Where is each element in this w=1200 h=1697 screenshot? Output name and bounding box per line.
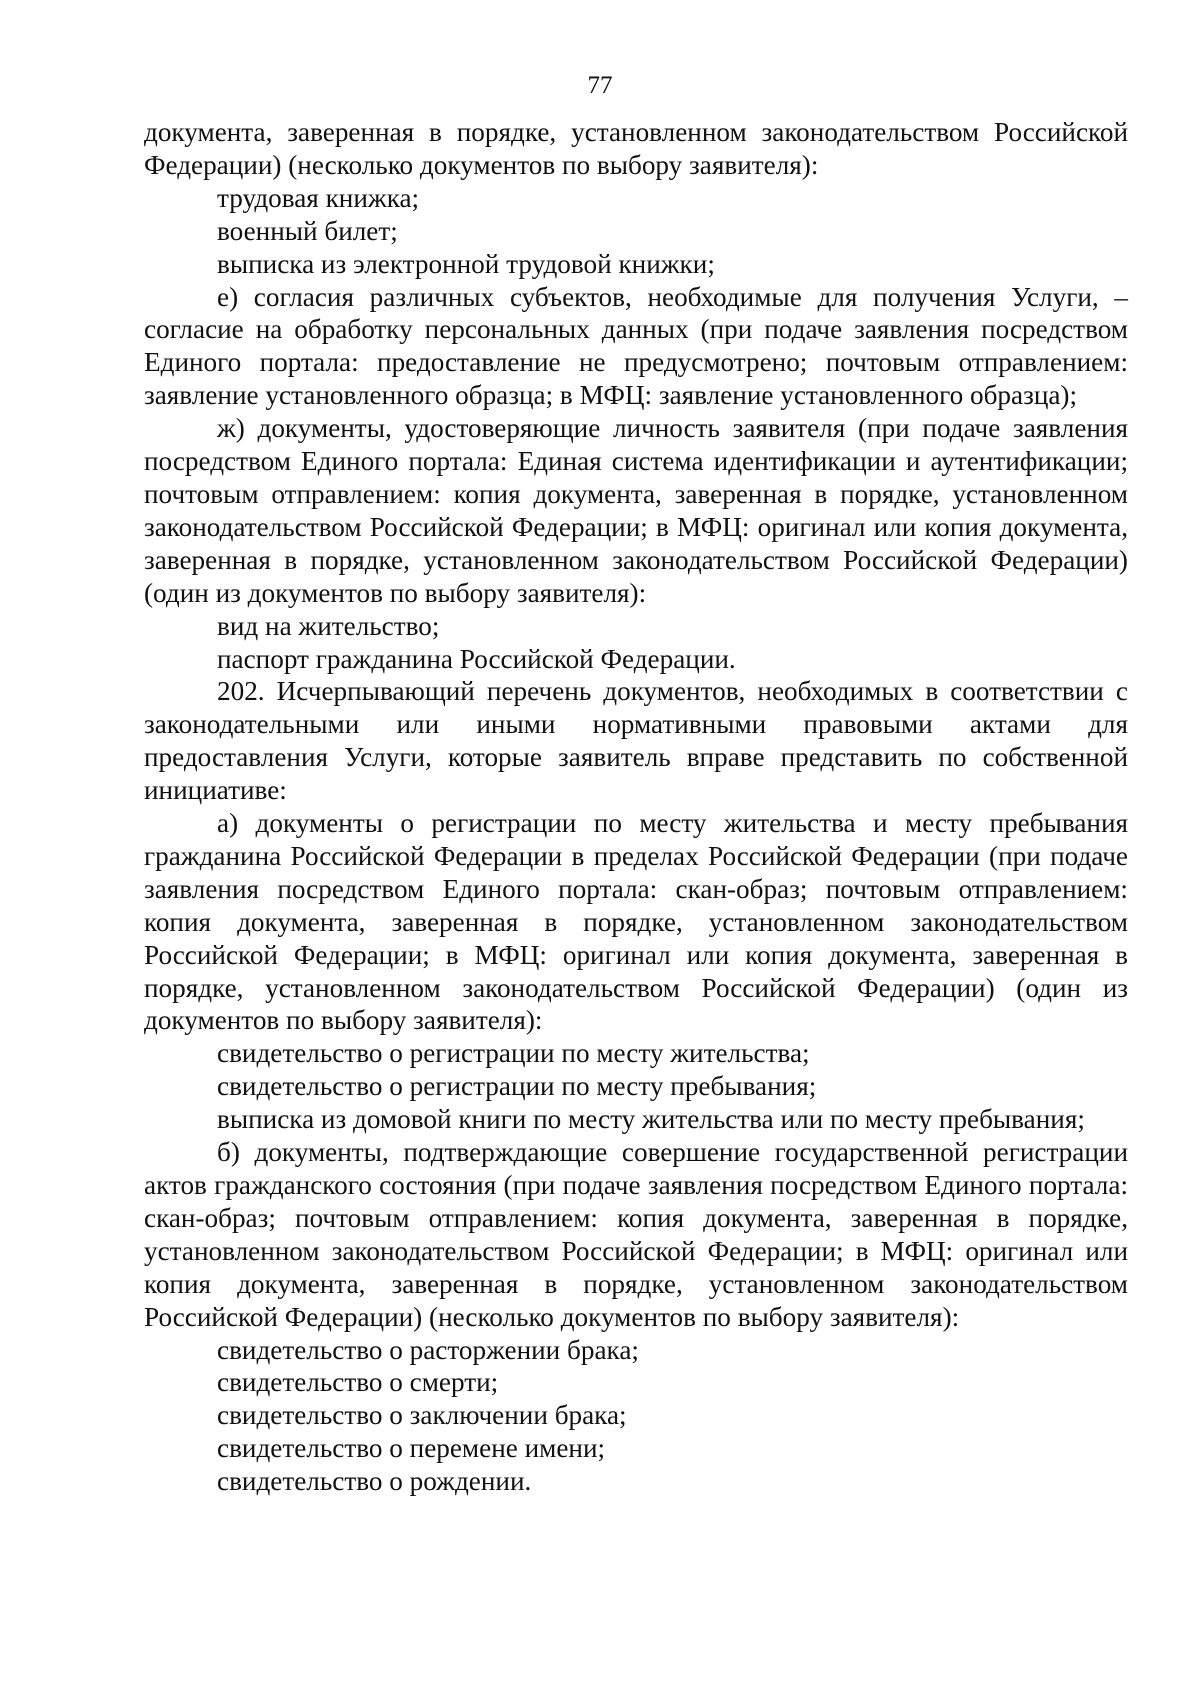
list-item-divorce-certificate: свидетельство о расторжении брака; [217, 1334, 639, 1365]
list-item-electronic-employment-extract: выписка из электронной трудовой книжки; [217, 248, 715, 279]
page-number: 77 [587, 72, 613, 99]
paragraph-registration-documents: а) документы о регистрации по месту жительства и месту пребывания гражданина Российской Федерации в пределах Российской Федерации (при подаче заявления посредством Единого портала: скан-образ; почтовым отправлением: копия документа, заверенная в порядке, установленном законодательством Российской Федерации; в МФЦ: оригинал или копия документа, заверенная в порядке, установленном законодательством Российской Федерации) (один из документов по выбору заявителя): [144, 808, 1128, 1036]
paragraph-identity-documents: ж) документы, удостоверяющие личность заявителя (при подаче заявления посредством Единого портала: Единая система идентификации и аутентификации; почтовым отправлением: копия документа, заверенная в порядке, установленном законодательством Российской Федерации; в МФЦ: оригинал или копия документа, заверенная в порядке, установленном законодательством Российской Федерации) (один из документов по выбору заявителя): [144, 413, 1128, 608]
list-item-military-id: военный билет; [217, 215, 398, 246]
list-item-passport: паспорт гражданина Российской Федерации. [217, 643, 736, 674]
list-item-registration-residence: свидетельство о регистрации по месту жительства; [217, 1038, 810, 1069]
list-item-birth-certificate: свидетельство о рождении. [217, 1466, 532, 1497]
list-item-name-change-certificate: свидетельство о перемене имени; [217, 1433, 606, 1464]
paragraph-consents: е) согласия различных субъектов, необходимые для получения Услуги, – согласие на обработку персональных данных (при подаче заявления посредством Единого портала: предоставление не предусмотрено; почтовым отправлением: заявление установленного образца; в МФЦ: заявление установленного образца); [144, 281, 1128, 411]
list-item-employment-record: трудовая книжка; [217, 182, 420, 213]
list-item-house-book-extract: выписка из домовой книги по месту жительства или по месту пребывания; [217, 1104, 1085, 1135]
list-item-registration-stay: свидетельство о регистрации по месту пребывания; [217, 1071, 817, 1102]
list-item-residence-permit: вид на жительство; [217, 610, 440, 641]
list-item-marriage-certificate: свидетельство о заключении брака; [217, 1400, 627, 1431]
paragraph-continuation: документа, заверенная в порядке, установленном законодательством Российской Федерации) (несколько документов по выбору заявителя): [144, 117, 1128, 180]
paragraph-clause-202: 202. Исчерпывающий перечень документов, необходимых в соответствии с законодательными или иными нормативными правовыми актами для предоставления Услуги, которые заявитель вправе представить по собственной инициативе: [144, 676, 1128, 806]
paragraph-civil-status-documents: б) документы, подтверждающие совершение государственной регистрации актов гражданского состояния (при подаче заявления посредством Единого портала: скан-образ; почтовым отправлением: копия документа, заверенная в порядке, установленном законодательством Российской Федерации; в МФЦ: оригинал или копия документа, заверенная в порядке, установленном законодательством Российской Федерации) (несколько документов по выбору заявителя): [144, 1137, 1128, 1332]
list-item-death-certificate: свидетельство о смерти; [217, 1367, 499, 1398]
document-body [144, 116, 1128, 1498]
